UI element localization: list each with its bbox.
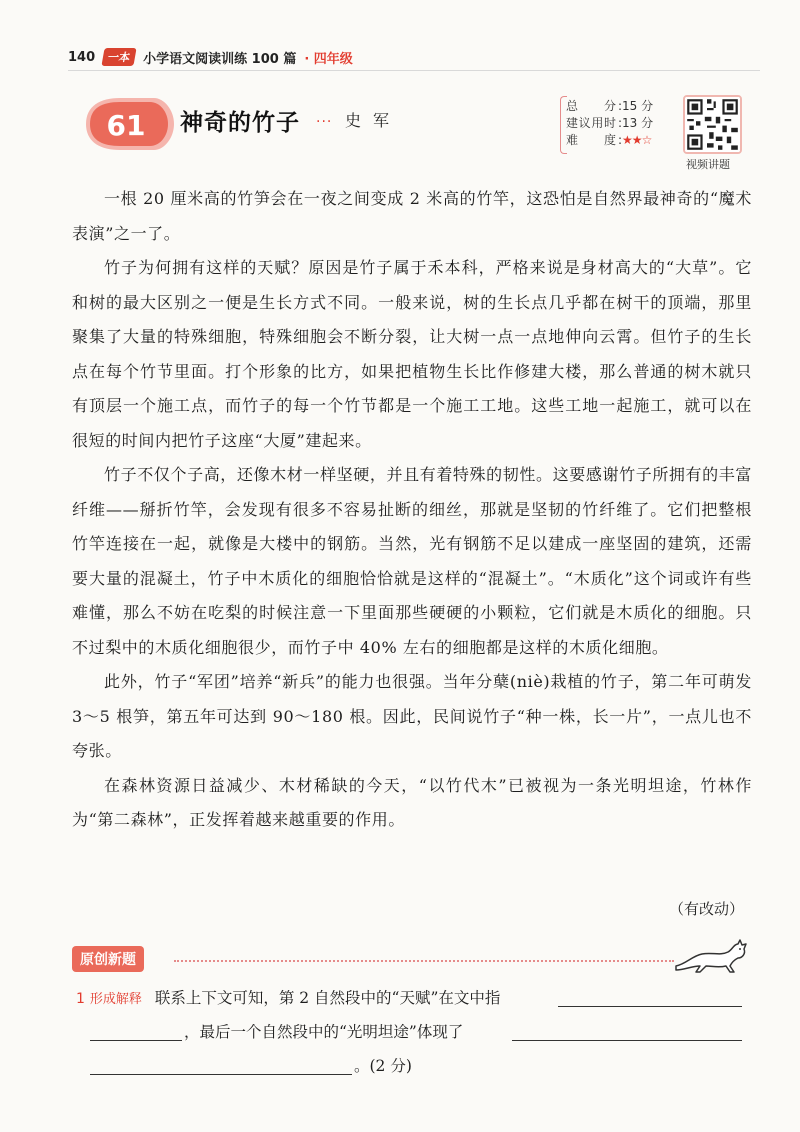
answer-blank-1[interactable]	[558, 1006, 742, 1007]
cat-icon	[672, 936, 750, 976]
answer-blank-3[interactable]	[512, 1040, 742, 1041]
paragraph: 在森林资源日益减少、木材稀缺的今天，“以竹代木”已被视为一条光明坦途，竹林作为“第二森林”，正发挥着越来越重要的作用。	[72, 775, 752, 829]
question-text: 联系上下文可知，第 2 自然段中的“天赋”在文中指	[154, 989, 501, 1007]
question-line-3: 。(2 分)	[354, 1057, 412, 1075]
meta-time: 建议用时 :13 分	[566, 116, 654, 130]
lesson-title: 神奇的竹子	[180, 110, 300, 136]
lesson-number: 61	[106, 109, 146, 142]
author-dots: ···	[316, 114, 333, 130]
question-line-2: ，最后一个自然段中的“光明坦途”体现了	[184, 1023, 464, 1041]
brand-logo: 一本	[102, 48, 137, 66]
meta-total: 总分 :15 分	[566, 99, 654, 113]
page-number: 140	[68, 49, 96, 65]
lesson-meta	[566, 98, 674, 149]
meta-difficulty: 难度 : ★★☆	[566, 133, 652, 147]
answer-blank-4[interactable]	[90, 1074, 352, 1075]
question-number: 1	[76, 991, 85, 1007]
banner-dotted-line	[174, 960, 674, 962]
header-divider	[68, 70, 760, 71]
source-note: （有改动）	[668, 900, 744, 918]
qr-caption: 视频讲题	[686, 158, 730, 171]
question-line-1	[76, 986, 500, 1008]
paragraph: 此外，竹子“军团”培养“新兵”的能力也很强。当年分蘖(niè)栽植的竹子，第二年可萌发 3～5 根笋，第五年可达到 90～180 根。因此，民间说竹子“种一株，长一片”，一点儿也不夸张。	[72, 672, 752, 760]
answer-blank-2[interactable]	[90, 1040, 182, 1041]
meta-bracket	[560, 96, 567, 154]
book-title: 小学语文阅读训练 100 篇	[143, 51, 297, 67]
page-header	[68, 46, 353, 68]
paragraph: 竹子为何拥有这样的天赋？原因是竹子属于禾本科，严格来说是身材高大的“大草”。它和树的最大区别之一便是生长方式不同。一般来说，树的生长点几乎都在树干的顶端，那里聚集了大量的特殊细胞，特殊细胞会不断分裂，让大树一点一点地伸向云霄。但竹子的生长点在每个竹节里面。打个形象的比方，如果把植物生长比作修建大楼，那么普通的树木就只有顶层一个施工点，而竹子的每一个竹节都是一个施工工地。这些工地一起施工，就可以在很短的时间内把竹子这座“大厦”建起来。	[72, 258, 752, 450]
paragraph: 一根 20 厘米高的竹笋会在一夜之间变成 2 米高的竹竿，这恐怕是自然界最神奇的“魔术表演”之一了。	[72, 189, 752, 243]
section-banner	[72, 942, 752, 976]
difficulty-stars: ★★☆	[622, 133, 652, 147]
question-type: 形成解释	[89, 992, 142, 1007]
author-name: 史军	[345, 111, 402, 130]
section-tag: 原创新题	[72, 946, 144, 972]
lesson-number-badge	[80, 96, 176, 152]
article-body	[72, 182, 752, 838]
qr-code-icon[interactable]	[683, 95, 742, 154]
paragraph: 竹子不仅个子高，还像木材一样坚硬，并且有着特殊的韧性。这要感谢竹子所拥有的丰富纤维——掰折竹竿，会发现有很多不容易扯断的细丝，那就是坚韧的竹纤维了。它们把整根竹竿连接在一起，就像是大楼中的钢筋。当然，光有钢筋不足以建成一座坚固的建筑，还需要大量的混凝土，竹子中木质化的细胞恰恰就是这样的“混凝土”。“木质化”这个词或许有些难懂，那么不妨在吃梨的时候注意一下里面那些硬硬的小颗粒，它们就是木质化的细胞。只不过梨中的木质化细胞很少，而竹子中 40% 左右的细胞都是这样的木质化细胞。	[72, 465, 752, 657]
grade-label: · 四年级	[304, 51, 353, 67]
